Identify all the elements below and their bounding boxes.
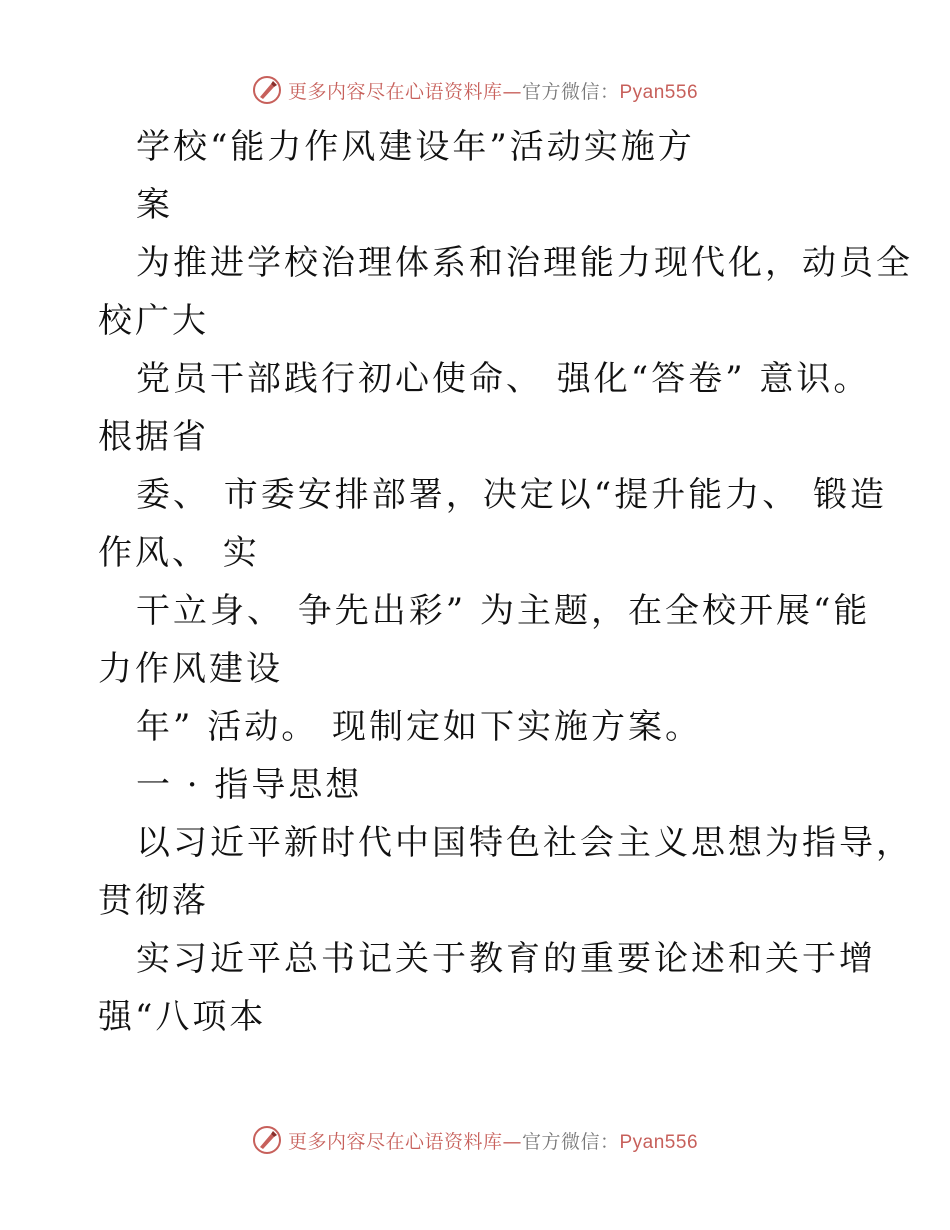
banner-wechat-label: 官方微信：	[521, 1130, 620, 1153]
text-line: 案	[136, 185, 173, 225]
text-line: 年” 活动。 现制定如下实施方案。	[136, 707, 702, 747]
banner-wechat-id: Pyan556	[619, 1131, 699, 1153]
text-line: 干立身、 争先出彩” 为主题，在全校开展“能	[136, 591, 871, 631]
text-line: 力作风建设	[98, 649, 283, 689]
banner-main-text: 更多内容尽在心语资料库	[287, 1130, 503, 1153]
text-line: 委、 市委安排部署，决定以“提升能力、 锻造	[136, 475, 887, 515]
banner-dash: —	[502, 80, 522, 103]
pen-logo-icon	[252, 75, 282, 105]
text-line: 党员干部践行初心使命、 强化“答卷” 意识。	[136, 359, 871, 399]
document-body	[98, 118, 913, 1046]
text-line: 为推进学校治理体系和治理能力现代化，动员全	[136, 243, 913, 283]
banner-wechat-label: 官方微信：	[521, 80, 620, 103]
text-line: 贯彻落	[98, 881, 209, 921]
text-line: 校广大	[98, 301, 209, 341]
text-line: 强“八项本	[98, 997, 267, 1037]
banner-text	[288, 1127, 698, 1154]
text-line: 根据省	[98, 417, 209, 457]
banner-text	[288, 77, 698, 104]
text-line: 学校“能力作风建设年”活动实施方	[136, 127, 695, 167]
text-line: 实习近平总书记关于教育的重要论述和关于增	[136, 939, 876, 979]
header-banner	[0, 70, 950, 110]
text-line: 以习近平新时代中国特色社会主义思想为指导，	[136, 823, 913, 863]
banner-main-text: 更多内容尽在心语资料库	[287, 80, 503, 103]
text-line: 作风、 实	[98, 533, 260, 573]
text-line: 一 · 指导思想	[136, 765, 363, 805]
pen-logo-icon	[252, 1125, 282, 1155]
footer-banner	[0, 1120, 950, 1160]
banner-dash: —	[502, 1130, 522, 1153]
banner-wechat-id: Pyan556	[619, 81, 699, 103]
